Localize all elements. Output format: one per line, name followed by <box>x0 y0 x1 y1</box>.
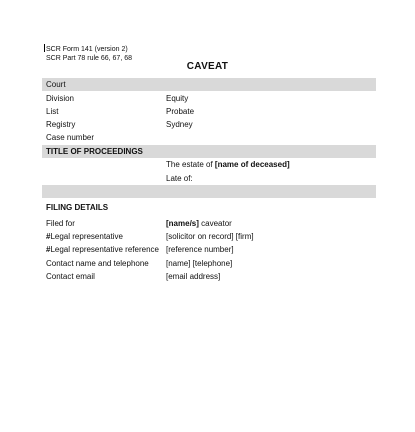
filed-for-label: Filed for <box>46 219 75 228</box>
legal-representative-label: #Legal representative <box>46 232 123 241</box>
estate-of-line <box>166 159 290 170</box>
title-of-proceedings-band <box>42 145 376 158</box>
registry-label: Registry <box>46 120 76 129</box>
court-band <box>42 78 376 91</box>
estate-prefix: The estate of <box>166 160 215 169</box>
registry-value: Sydney <box>166 120 193 129</box>
document-title: CAVEAT <box>186 61 229 72</box>
form-rule-reference: SCR Part 78 rule 66, 67, 68 <box>46 55 132 62</box>
filing-details-heading: FILING DETAILS <box>46 203 109 212</box>
list-value: Probate <box>166 107 195 116</box>
legal-representative-reference-value: [reference number] <box>166 245 234 254</box>
legal-representative-value: [solicitor on record] [firm] <box>166 232 254 241</box>
form-number: SCR Form 141 (version 2) <box>46 46 128 53</box>
legal-representative-reference-label: #Legal representative reference <box>46 245 159 254</box>
list-label: List <box>46 107 59 116</box>
contact-name-telephone-value: [name] [telephone] <box>166 259 233 268</box>
text-cursor <box>44 44 45 52</box>
case-number-label: Case number <box>46 133 95 142</box>
contact-name-telephone-label: Contact name and telephone <box>46 259 149 268</box>
division-label: Division <box>46 94 75 103</box>
division-value: Equity <box>166 94 189 103</box>
filed-for-value: [name/s] caveator <box>166 219 232 228</box>
deceased-name-placeholder: [name of deceased] <box>214 160 290 169</box>
contact-email-label: Contact email <box>46 272 95 281</box>
contact-email-value: [email address] <box>166 272 221 281</box>
court-heading: Court <box>46 80 66 89</box>
blank-band <box>42 185 376 198</box>
title-of-proceedings-heading: TITLE OF PROCEEDINGS <box>46 147 143 156</box>
late-of-label: Late of: <box>166 174 193 183</box>
